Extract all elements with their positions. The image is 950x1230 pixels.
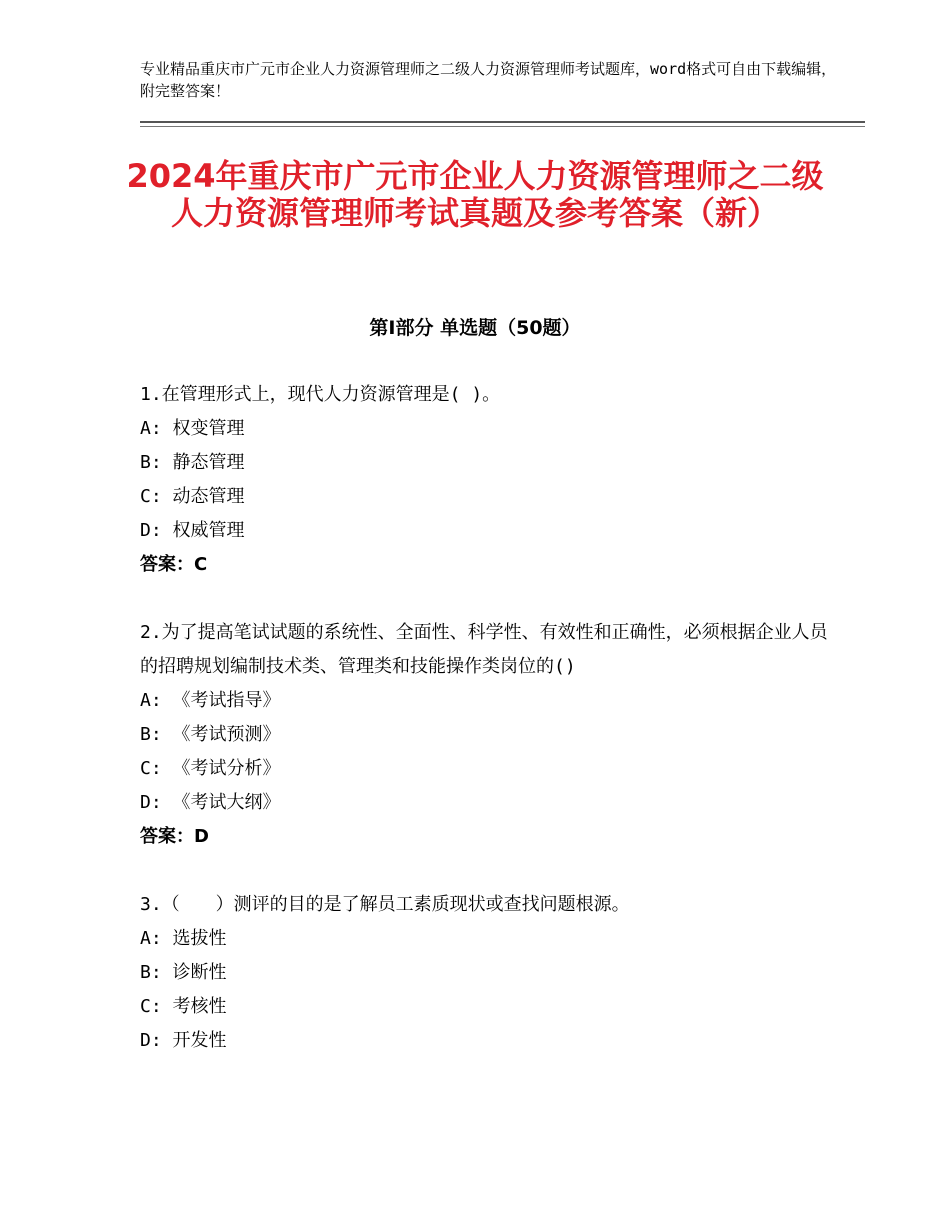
option-d: D: 权威管理 <box>140 520 245 541</box>
option-b: B: 静态管理 <box>140 452 245 473</box>
option-c: C: 动态管理 <box>140 486 245 507</box>
question-3 <box>140 888 830 1058</box>
option-b: B: 诊断性 <box>140 962 227 983</box>
header-divider-thick <box>140 121 865 123</box>
option-b: B: 《考试预测》 <box>140 724 281 745</box>
question-stem: 3.（ ）测评的目的是了解员工素质现状或查找问题根源。 <box>140 894 630 915</box>
option-d: D: 《考试大纲》 <box>140 792 281 813</box>
option-a: A: 《考试指导》 <box>140 690 281 711</box>
document-title: 2024年重庆市广元市企业人力资源管理师之二级人力资源管理师考试真题及参考答案（新） <box>126 157 824 232</box>
header-note: 专业精品重庆市广元市企业人力资源管理师之二级人力资源管理师考试题库，word格式可自由下载编辑，附完整答案！ <box>140 60 837 100</box>
option-a: A: 权变管理 <box>140 418 245 439</box>
option-a: A: 选拔性 <box>140 928 227 949</box>
question-stem: 2.为了提高笔试试题的系统性、全面性、科学性、有效性和正确性，必须根据企业人员的招聘规划编制技术类、管理类和技能操作类岗位的() <box>140 622 828 677</box>
question-2 <box>140 616 830 854</box>
answer: 答案：C <box>140 554 208 575</box>
option-d: D: 开发性 <box>140 1030 227 1051</box>
option-c: C: 《考试分析》 <box>140 758 281 779</box>
question-list <box>140 378 830 1092</box>
answer: 答案：D <box>140 826 209 847</box>
question-stem: 1.在管理形式上，现代人力资源管理是( )。 <box>140 384 501 405</box>
option-c: C: 考核性 <box>140 996 227 1017</box>
question-1 <box>140 378 830 582</box>
section-title: 第Ⅰ部分 单选题（50题） <box>369 317 581 339</box>
header-divider-thin <box>140 126 865 127</box>
